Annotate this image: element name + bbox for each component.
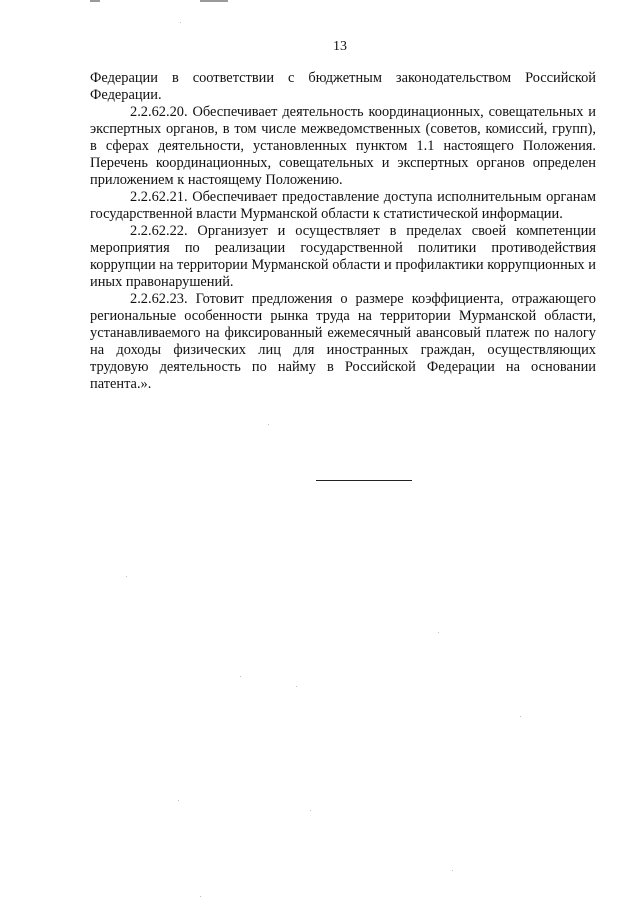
- scan-speck: [200, 896, 201, 897]
- scan-speck: [268, 424, 269, 425]
- scan-edge-mark: [200, 0, 228, 2]
- scan-speck: [310, 810, 311, 811]
- scan-speck: [520, 716, 521, 717]
- scan-speck: [126, 576, 127, 577]
- scan-speck: [452, 870, 453, 871]
- document-body: [90, 70, 596, 393]
- scan-speck: [240, 676, 241, 677]
- page-number: 13: [333, 39, 347, 54]
- scan-speck: [438, 632, 439, 633]
- paragraph-2-2-62-23: 2.2.62.23. Готовит предложения о размере коэффициента, отражающего региональные особенности рынка труда на территории Мурманской области, устанавливаемого на фиксированный ежемесячный авансовый платеж по налогу на доходы физических лиц для иностранных граждан, осуществляющих трудовую деятельность по найму в Российской Федерации на основании патента.».: [90, 291, 596, 392]
- scan-speck: [178, 800, 179, 801]
- paragraph-2-2-62-21: 2.2.62.21. Обеспечивает предоставление доступа исполнительным органам государственной власти Мурманской области к статистической информации.: [90, 189, 596, 222]
- paragraph-continuation: Федерации в соответствии с бюджетным законодательством Российской Федерации.: [90, 70, 596, 103]
- scan-speck: [180, 22, 181, 23]
- scan-speck: [296, 686, 297, 687]
- end-of-text-rule: [316, 480, 412, 481]
- paragraph-2-2-62-20: 2.2.62.20. Обеспечивает деятельность координационных, совещательных и экспертных органов, в том числе межведомственных (советов, комиссий, групп), в сферах деятельности, установленных пунктом 1.1 настоящего Положения. Перечень координационных, совещательных и экспертных органов определен приложением к настоящему Положению.: [90, 104, 596, 188]
- scan-edge-mark: [90, 0, 100, 2]
- paragraph-2-2-62-22: 2.2.62.22. Организует и осуществляет в пределах своей компетенции мероприятия по реализации государственной политики противодействия коррупции на территории Мурманской области и профилактики коррупционных и иных правонарушений.: [90, 223, 596, 290]
